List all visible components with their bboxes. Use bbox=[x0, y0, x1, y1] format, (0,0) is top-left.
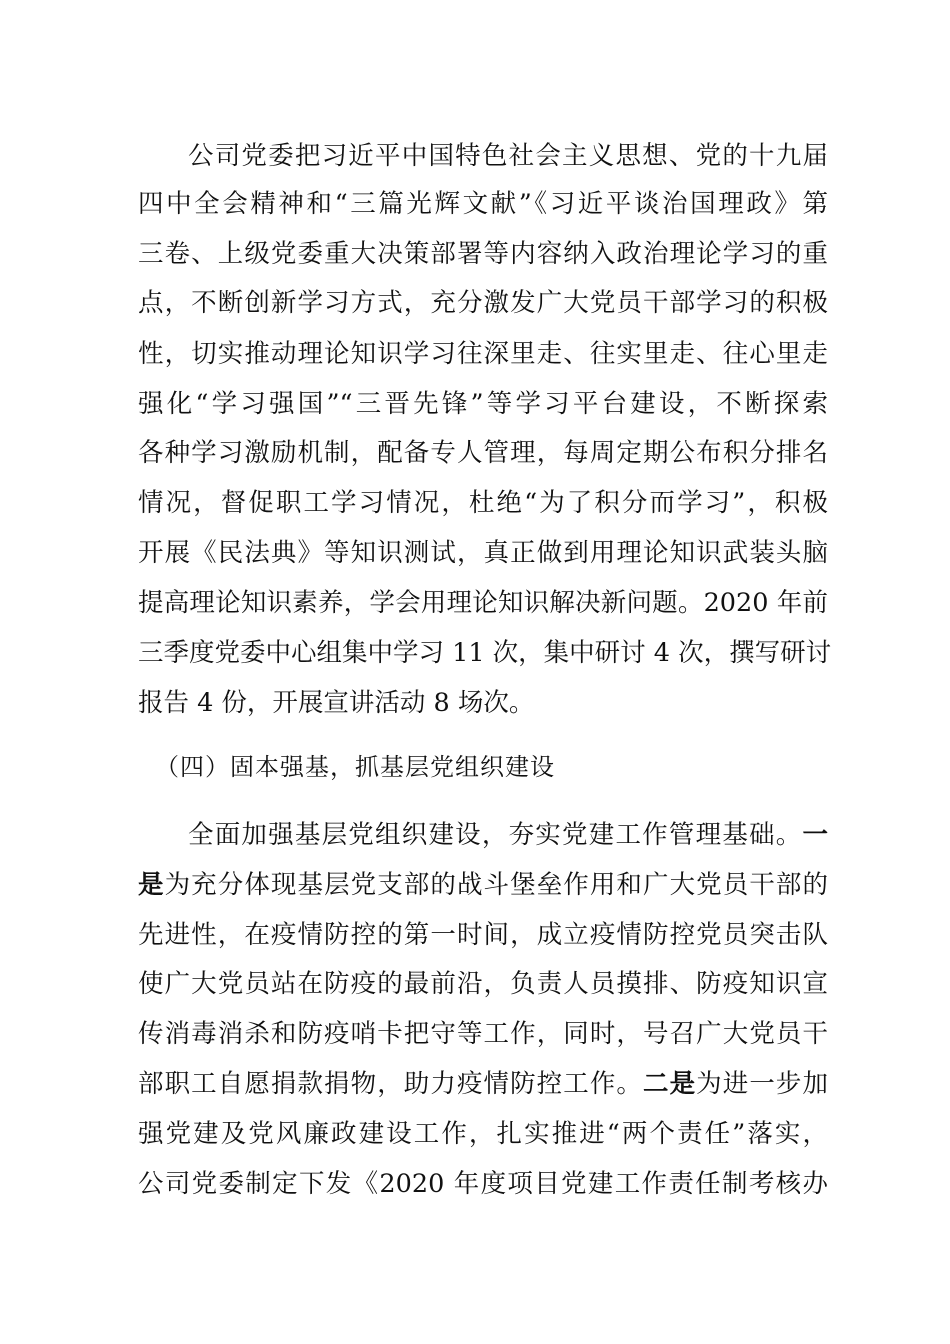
emphasis-text: 一 bbox=[802, 820, 828, 850]
paragraph-line: 开展《民法典》等知识测试，真正做到用理论知识武装头脑 bbox=[138, 538, 828, 568]
paragraph-line: 情况，督促职工学习情况，杜绝“为了积分而学习”，积极 bbox=[138, 488, 828, 518]
emphasis-text: 是 bbox=[138, 870, 165, 900]
paragraph-line bbox=[188, 818, 828, 852]
paragraph-line: 使广大党员站在防疫的最前沿，负责人员摸排、防疫知识宣 bbox=[138, 969, 828, 999]
paragraph-line: 四中全会精神和“三篇光辉文献”《习近平谈治国理政》第 bbox=[138, 189, 828, 219]
paragraph-line: 公司党委把习近平中国特色社会主义思想、党的十九届 bbox=[188, 141, 828, 171]
paragraph-line bbox=[138, 868, 828, 902]
paragraph-line: 先进性，在疫情防控的第一时间，成立疫情防控党员突击队 bbox=[138, 920, 828, 950]
section-heading: （四）固本强基，抓基层党组织建设 bbox=[155, 753, 555, 781]
paragraph-text: 为进一步加 bbox=[696, 1069, 828, 1099]
paragraph-text: 部职工自愿捐款捐物，助力疫情防控工作。 bbox=[138, 1069, 643, 1099]
emphasis-text: 二是 bbox=[643, 1069, 697, 1099]
paragraph-text: 全面加强基层党组织建设，夯实党建工作管理基础。 bbox=[188, 820, 803, 850]
paragraph-line: 传消毒消杀和防疫哨卡把守等工作，同时，号召广大党员干 bbox=[138, 1019, 828, 1049]
paragraph-line: 各种学习激励机制，配备专人管理，每周定期公布积分排名 bbox=[138, 438, 828, 468]
paragraph-line: 提高理论知识素养，学会用理论知识解决新问题。2020 年前 bbox=[138, 588, 828, 618]
paragraph-line bbox=[138, 1067, 828, 1101]
paragraph-line: 三卷、上级党委重大决策部署等内容纳入政治理论学习的重 bbox=[138, 239, 828, 269]
paragraph-line: 强化“学习强国”“三晋先锋”等学习平台建设，不断探索 bbox=[138, 389, 828, 419]
paragraph-line: 性，切实推动理论知识学习往深里走、往实里走、往心里走 bbox=[138, 339, 828, 369]
paragraph-line: 三季度党委中心组集中学习 11 次，集中研讨 4 次，撰写研讨 bbox=[138, 638, 832, 668]
paragraph-text: 为充分体现基层党支部的战斗堡垒作用和广大党员干部的 bbox=[164, 870, 828, 900]
paragraph-line: 报告 4 份，开展宣讲活动 8 场次。 bbox=[138, 688, 535, 718]
paragraph-line: 点，不断创新学习方式，充分激发广大党员干部学习的积极 bbox=[138, 288, 828, 318]
paragraph-line: 公司党委制定下发《2020 年度项目党建工作责任制考核办 bbox=[138, 1169, 828, 1199]
paragraph-line: 强党建及党风廉政建设工作，扎实推进“两个责任”落实， bbox=[138, 1119, 828, 1149]
